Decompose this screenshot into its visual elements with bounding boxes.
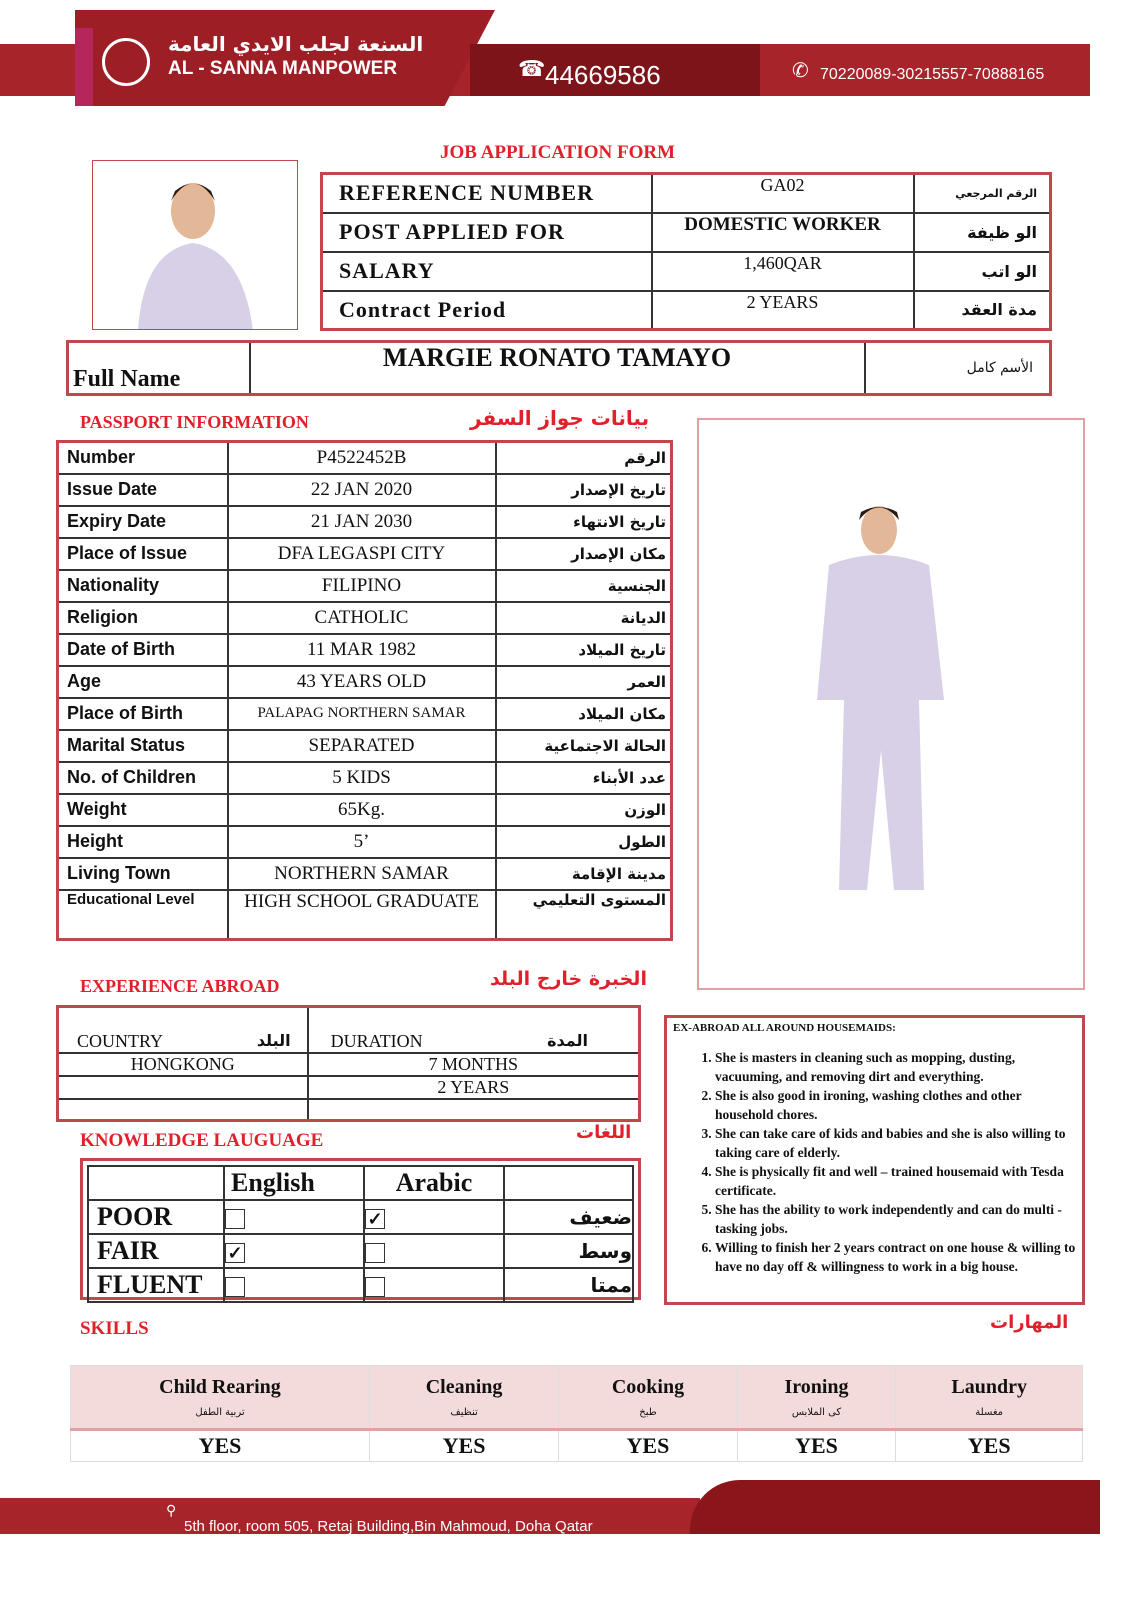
summary-value: GA02 bbox=[652, 174, 914, 213]
form-title: JOB APPLICATION FORM bbox=[440, 142, 676, 163]
footer-address: 5th floor, room 505, Retaj Building,Bin Mahmoud, Doha Qatar bbox=[184, 1518, 593, 1535]
passport-row bbox=[58, 538, 672, 570]
full-name-value: MARGIE RONATO TAMAYO bbox=[250, 342, 865, 395]
passport-ar: مكان الميلاد bbox=[496, 698, 672, 730]
country-header: COUNTRY bbox=[77, 1030, 164, 1051]
passport-row bbox=[58, 730, 672, 762]
mobile-icon: ✆ bbox=[792, 60, 809, 82]
passport-row bbox=[58, 602, 672, 634]
summary-value: 2 YEARS bbox=[652, 291, 914, 330]
arabic-checkbox[interactable]: ✓ bbox=[365, 1209, 385, 1229]
skill-value: YES bbox=[71, 1430, 370, 1462]
language-level: FLUENT bbox=[88, 1268, 224, 1302]
skill-value: YES bbox=[369, 1430, 558, 1462]
skill-name: Child Rearing bbox=[159, 1376, 281, 1398]
passport-label: Age bbox=[58, 666, 228, 698]
summary-label: REFERENCE NUMBER bbox=[322, 174, 652, 213]
passport-value: CATHOLIC bbox=[228, 602, 496, 634]
language-heading-ar: اللغات bbox=[576, 1122, 632, 1143]
passport-label: No. of Children bbox=[58, 762, 228, 794]
passport-label: Educational Level bbox=[58, 890, 228, 940]
note-item: 1. She is masters in cleaning such as mopping, dusting, vacuuming, and removing dirt and everything. bbox=[715, 1048, 1076, 1086]
experience-duration: 7 MONTHS bbox=[308, 1053, 640, 1076]
passport-label: Number bbox=[58, 442, 228, 474]
summary-ar: الو ظيفة bbox=[914, 213, 1051, 252]
passport-label: Place of Birth bbox=[58, 698, 228, 730]
passport-label: Date of Birth bbox=[58, 634, 228, 666]
passport-label: Nationality bbox=[58, 570, 228, 602]
passport-row bbox=[58, 474, 672, 506]
passport-label: Place of Issue bbox=[58, 538, 228, 570]
skill-value: YES bbox=[896, 1430, 1083, 1462]
english-checkbox[interactable]: ✓ bbox=[225, 1243, 245, 1263]
passport-ar: الوزن bbox=[496, 794, 672, 826]
passport-value: DFA LEGASPI CITY bbox=[228, 538, 496, 570]
experience-country: HONGKONG bbox=[58, 1053, 308, 1076]
passport-ar: مدينة الإقامة bbox=[496, 858, 672, 890]
skills-heading-ar: المهارات bbox=[990, 1312, 1069, 1333]
experience-table bbox=[56, 1005, 641, 1122]
experience-duration: 2 YEARS bbox=[308, 1076, 640, 1099]
skill-name-ar: طبخ bbox=[639, 1407, 657, 1418]
passport-row bbox=[58, 762, 672, 794]
accent-bar bbox=[75, 28, 93, 106]
passport-label: Height bbox=[58, 826, 228, 858]
summary-label: SALARY bbox=[322, 252, 652, 291]
language-level: FAIR bbox=[88, 1234, 224, 1268]
passport-row bbox=[58, 570, 672, 602]
skill-name-ar: مغسلة bbox=[975, 1407, 1004, 1418]
passport-ar: العمر bbox=[496, 666, 672, 698]
english-checkbox[interactable] bbox=[225, 1209, 245, 1229]
summary-ar: مدة العقد bbox=[914, 291, 1051, 330]
passport-ar: المستوى التعليمي bbox=[496, 890, 672, 940]
passport-row bbox=[58, 634, 672, 666]
passport-ar: تاريخ الانتهاء bbox=[496, 506, 672, 538]
full-name-ar: الأسم كامل bbox=[865, 342, 1051, 395]
note-item: 4. She is physically fit and well – trained housemaid with Tesda certificate. bbox=[715, 1162, 1076, 1200]
passport-ar: تاريخ الإصدار bbox=[496, 474, 672, 506]
passport-value: 22 JAN 2020 bbox=[228, 474, 496, 506]
note-item: 5. She has the ability to work independently and can do multi -tasking jobs. bbox=[715, 1200, 1076, 1238]
skill-value: YES bbox=[559, 1430, 737, 1462]
passport-ar: الحالة الاجتماعية bbox=[496, 730, 672, 762]
passport-row bbox=[58, 890, 672, 940]
passport-value: 5 KIDS bbox=[228, 762, 496, 794]
mobile-numbers: 70220089-30215557-70888165 bbox=[820, 66, 1045, 83]
language-heading: KNOWLEDGE LAUGUAGE bbox=[80, 1130, 324, 1151]
applicant-photo-full bbox=[697, 418, 1085, 990]
summary-ar: الو اتب bbox=[914, 252, 1051, 291]
note-item: 3. She can take care of kids and babies and she is also willing to taking care of elderly. bbox=[715, 1124, 1076, 1162]
phone-number: 44669586 bbox=[545, 60, 661, 90]
skills-heading: SKILLS bbox=[80, 1318, 149, 1339]
experience-country bbox=[58, 1076, 308, 1099]
telephone-icon: ☎ bbox=[518, 56, 546, 81]
skill-name: Laundry bbox=[951, 1376, 1027, 1398]
passport-ar: عدد الأبناء bbox=[496, 762, 672, 794]
skill-name: Cleaning bbox=[425, 1376, 503, 1398]
passport-value: 21 JAN 2030 bbox=[228, 506, 496, 538]
english-checkbox[interactable] bbox=[225, 1277, 245, 1297]
passport-value: 65Kg. bbox=[228, 794, 496, 826]
skill-name-ar: تربية الطفل bbox=[195, 1407, 245, 1418]
passport-row bbox=[58, 442, 672, 474]
passport-ar: الرقم bbox=[496, 442, 672, 474]
summary-ar: الرقم المرجعي bbox=[914, 174, 1051, 213]
passport-heading-ar: بيانات جواز السفر bbox=[470, 406, 650, 430]
full-name-label: Full Name bbox=[68, 342, 250, 395]
passport-row bbox=[58, 698, 672, 730]
passport-label: Living Town bbox=[58, 858, 228, 890]
passport-value: HIGH SCHOOL GRADUATE bbox=[228, 890, 496, 940]
summary-value: DOMESTIC WORKER bbox=[652, 213, 914, 252]
passport-label: Marital Status bbox=[58, 730, 228, 762]
experience-heading: EXPERIENCE ABROAD bbox=[80, 976, 280, 996]
language-level-ar: وسط bbox=[504, 1234, 633, 1268]
english-header: English bbox=[224, 1166, 364, 1200]
passport-row bbox=[58, 858, 672, 890]
company-name-ar: السنعة لجلب الايدي العامة bbox=[168, 32, 424, 56]
skill-name: Cooking bbox=[611, 1376, 685, 1398]
passport-ar: الجنسية bbox=[496, 570, 672, 602]
passport-ar: الديانة bbox=[496, 602, 672, 634]
summary-label: POST APPLIED FOR bbox=[322, 213, 652, 252]
passport-label: Weight bbox=[58, 794, 228, 826]
passport-value: SEPARATED bbox=[228, 730, 496, 762]
note-item: 2. She is also good in ironing, washing clothes and other household chores. bbox=[715, 1086, 1076, 1124]
passport-label: Issue Date bbox=[58, 474, 228, 506]
skill-name: Ironing bbox=[784, 1376, 849, 1398]
applicant-photo-small bbox=[92, 160, 298, 330]
arabic-checkbox[interactable] bbox=[365, 1277, 385, 1297]
country-header-ar: البلد bbox=[256, 1030, 291, 1050]
passport-row bbox=[58, 506, 672, 538]
passport-ar: مكان الإصدار bbox=[496, 538, 672, 570]
full-name-table bbox=[66, 340, 1052, 396]
passport-value: P4522452B bbox=[228, 442, 496, 474]
language-table bbox=[87, 1165, 634, 1303]
passport-value: PALAPAG NORTHERN SAMAR bbox=[228, 698, 496, 730]
passport-label: Expiry Date bbox=[58, 506, 228, 538]
summary-label: Contract Period bbox=[322, 291, 652, 330]
skill-name-ar: كى الملابس bbox=[791, 1407, 842, 1418]
footer-accent bbox=[690, 1480, 1100, 1534]
language-level: POOR bbox=[88, 1200, 224, 1234]
summary-table bbox=[320, 172, 1052, 331]
notes-title: EX-ABROAD ALL AROUND HOUSEMAIDS: bbox=[673, 1022, 896, 1034]
passport-row bbox=[58, 666, 672, 698]
language-level-ar: ممتا bbox=[504, 1268, 633, 1302]
notes-box bbox=[664, 1015, 1085, 1305]
passport-table bbox=[56, 440, 673, 941]
skills-table bbox=[70, 1365, 1083, 1462]
arabic-header: Arabic bbox=[364, 1166, 504, 1200]
passport-label: Religion bbox=[58, 602, 228, 634]
globe-logo-icon bbox=[102, 38, 150, 86]
passport-row bbox=[58, 826, 672, 858]
duration-header-ar: المدة bbox=[547, 1030, 588, 1050]
language-level-ar: ضعيف bbox=[504, 1200, 633, 1234]
language-box bbox=[80, 1158, 641, 1300]
summary-value: 1,460QAR bbox=[652, 252, 914, 291]
passport-value: 11 MAR 1982 bbox=[228, 634, 496, 666]
passport-value: NORTHERN SAMAR bbox=[228, 858, 496, 890]
skill-name-ar: تنظيف bbox=[450, 1407, 478, 1418]
passport-row bbox=[58, 794, 672, 826]
passport-value: 43 YEARS OLD bbox=[228, 666, 496, 698]
passport-value: 5’ bbox=[228, 826, 496, 858]
company-name-en: AL - SANNA MANPOWER bbox=[168, 58, 398, 79]
arabic-checkbox[interactable] bbox=[365, 1243, 385, 1263]
skill-value: YES bbox=[737, 1430, 896, 1462]
passport-value: FILIPINO bbox=[228, 570, 496, 602]
passport-ar: تاريخ الميلاد bbox=[496, 634, 672, 666]
experience-heading-ar: الخبرة خارج البلد bbox=[490, 968, 647, 990]
duration-header: DURATION bbox=[330, 1030, 423, 1051]
note-item: 6. Willing to finish her 2 years contract on one house & willing to have no day off & willingness to work in a big house. bbox=[715, 1238, 1076, 1276]
location-pin-icon: ⚲ bbox=[166, 1502, 177, 1518]
passport-heading: PASSPORT INFORMATION bbox=[80, 412, 309, 432]
passport-ar: الطول bbox=[496, 826, 672, 858]
